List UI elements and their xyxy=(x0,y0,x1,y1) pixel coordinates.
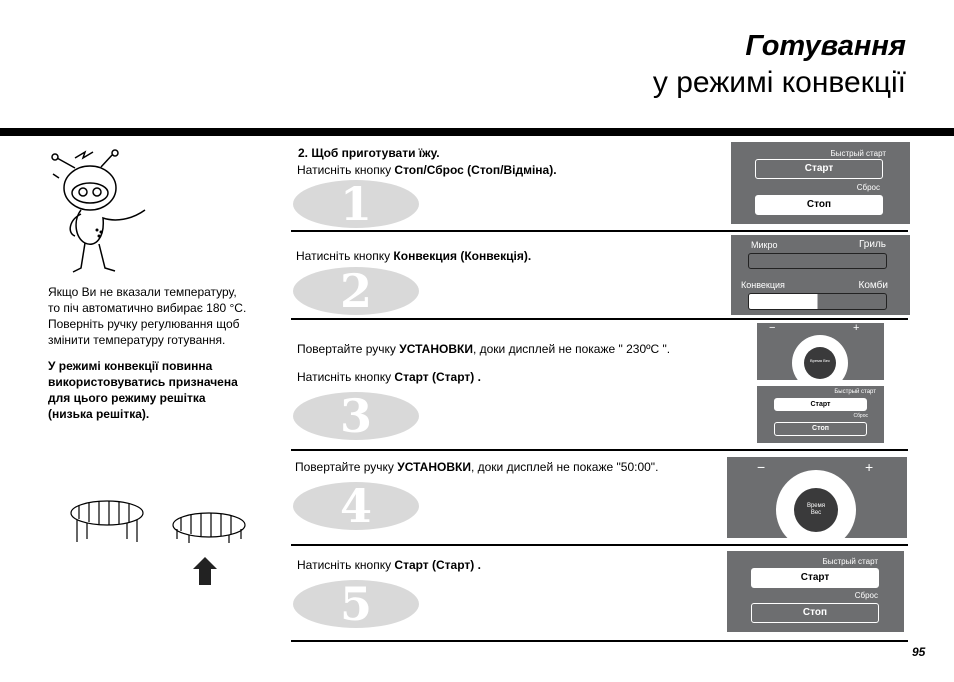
button-name: УСТАНОВКИ xyxy=(399,342,473,356)
plus-label: + xyxy=(865,459,874,475)
quick-start-label: Быстрый старт xyxy=(834,389,876,395)
start-button[interactable] xyxy=(751,568,879,588)
micro-grill-button[interactable] xyxy=(748,253,887,269)
step-3-text xyxy=(297,342,670,356)
step-5-text xyxy=(297,558,481,572)
text: (Стоп/Відміна). xyxy=(463,163,557,177)
grill-label: Гриль xyxy=(858,239,886,250)
control-panel-start-stop xyxy=(731,142,910,224)
divider xyxy=(291,449,908,451)
button-name: УСТАНОВКИ xyxy=(397,460,471,474)
stop-label: Стоп xyxy=(812,425,829,432)
reset-label: Сброс xyxy=(856,183,880,192)
setting-dial-panel xyxy=(757,323,884,380)
step-number-5: 5 xyxy=(293,580,419,628)
divider xyxy=(291,318,908,320)
text: (Старт) . xyxy=(428,370,481,384)
mascot-illustration xyxy=(45,148,155,276)
note-line: то піч автоматично вибирає 180 °C. xyxy=(48,301,247,315)
button-name: Старт xyxy=(394,370,429,384)
warning-line: У режимі конвекції повинна xyxy=(48,359,213,373)
stop-button[interactable] xyxy=(755,195,883,215)
text: Натисніть кнопку xyxy=(297,163,395,177)
stop-label: Стоп xyxy=(806,199,832,210)
text: Натисніть кнопку xyxy=(296,249,394,263)
step-number-2: 2 xyxy=(293,267,419,315)
step-number-1: 1 xyxy=(293,180,419,228)
start-label: Старт xyxy=(810,401,831,408)
button-name: Стоп/Сброс xyxy=(394,163,464,177)
page-number: 95 xyxy=(912,645,926,659)
step-number-3: 3 xyxy=(293,392,419,440)
stop-button[interactable] xyxy=(751,603,879,623)
divider xyxy=(291,544,908,546)
step-4-text xyxy=(295,460,658,474)
start-button[interactable] xyxy=(774,398,867,411)
text: Натисніть кнопку xyxy=(297,370,395,384)
divider xyxy=(291,230,908,232)
control-panel-start-small xyxy=(757,386,884,443)
minus-label: − xyxy=(757,459,766,475)
text: , доки дисплей не покаже "50:00". xyxy=(470,460,659,474)
divider xyxy=(291,640,908,642)
section-heading: 2. Щоб приготувати їжу. xyxy=(298,146,440,160)
setting-dial[interactable] xyxy=(792,335,848,380)
quick-start-label: Быстрый старт xyxy=(830,149,886,158)
convection-button[interactable] xyxy=(748,293,887,310)
note-line: Якщо Ви не вказали температуру, xyxy=(48,285,237,299)
reset-label: Сброс xyxy=(853,413,868,419)
convection-label: Конвекция xyxy=(741,280,785,290)
quick-start-label: Быстрый старт xyxy=(822,557,878,566)
start-label: Старт xyxy=(800,572,830,583)
combi-label: Комби xyxy=(858,280,888,291)
reset-label: Сброс xyxy=(854,591,878,600)
setting-dial-panel xyxy=(727,457,907,538)
stop-label: Стоп xyxy=(802,607,828,618)
page-title: Готування xyxy=(745,30,906,62)
start-button[interactable] xyxy=(755,159,883,179)
arrow-up-icon xyxy=(193,557,217,585)
warning-line: використовуватись призначена xyxy=(48,375,238,389)
text: Натисніть кнопку xyxy=(297,558,395,572)
note-line: Поверніть ручку регулювання щоб xyxy=(48,317,240,331)
step-number-4: 4 xyxy=(293,482,419,530)
plus-label: + xyxy=(853,323,860,334)
start-label: Старт xyxy=(804,163,834,174)
header-rule xyxy=(0,128,954,136)
minus-label: − xyxy=(769,323,776,334)
control-panel-start-stop xyxy=(727,551,904,632)
step-3-text-2 xyxy=(297,370,481,384)
button-name: Конвекция xyxy=(393,249,457,263)
text: , доки дисплей не покаже " 230ºC ". xyxy=(472,342,671,356)
setting-dial[interactable] xyxy=(776,470,856,538)
button-name: Старт xyxy=(394,558,429,572)
micro-label: Микро xyxy=(751,240,778,250)
temperature-note xyxy=(48,284,246,348)
rack-warning xyxy=(48,358,238,422)
step-1-text xyxy=(297,163,557,177)
note-line: змінити температуру готування. xyxy=(48,333,226,347)
step-2-text xyxy=(296,249,531,263)
text: Повертайте ручку xyxy=(295,460,398,474)
control-panel-modes xyxy=(731,235,910,315)
dial-label: Время Вес xyxy=(794,488,838,532)
dial-label: Время Вес xyxy=(804,347,836,379)
text: Повертайте ручку xyxy=(297,342,400,356)
racks-illustration xyxy=(65,495,255,590)
text: (Старт) . xyxy=(428,558,481,572)
stop-button[interactable] xyxy=(774,422,867,436)
warning-line: для цього режиму решітка xyxy=(48,391,206,405)
text: (Конвекція). xyxy=(456,249,532,263)
page-subtitle: у режимі конвекції xyxy=(652,66,906,99)
warning-line: (низька решітка). xyxy=(48,407,150,421)
